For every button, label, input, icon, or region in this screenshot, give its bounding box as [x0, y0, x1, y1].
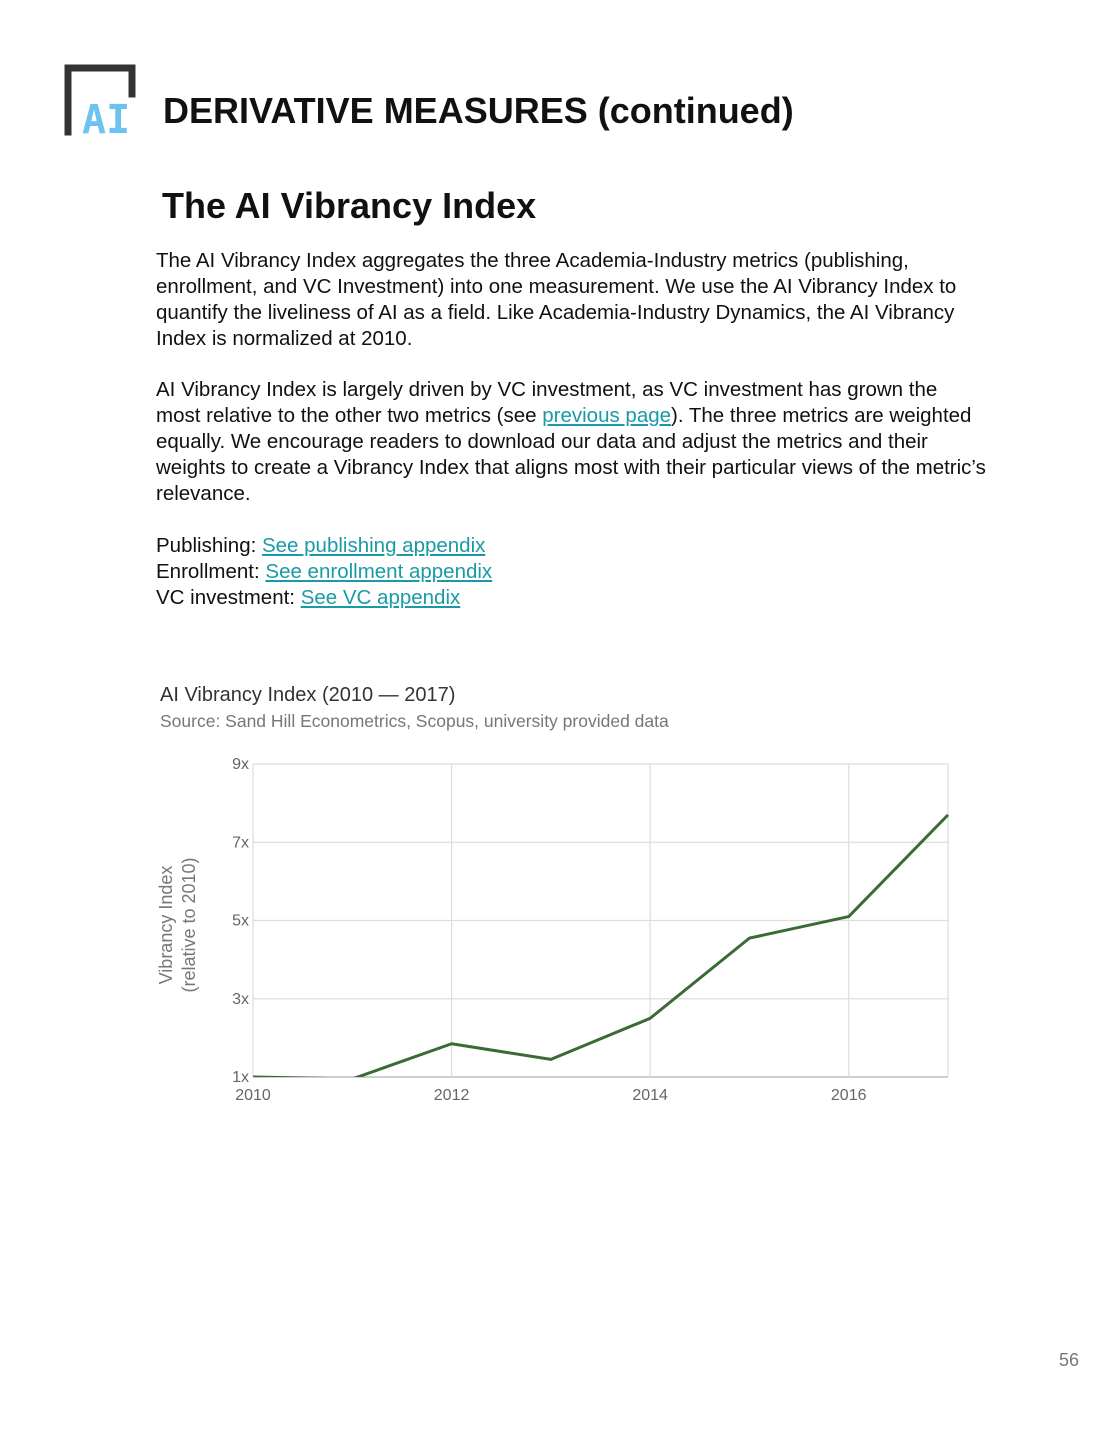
y-tick-label: 9x [232, 756, 249, 773]
vc-appendix-link[interactable]: See VC appendix [300, 586, 461, 609]
logo-lettering: AI [82, 97, 131, 136]
chart-series [253, 815, 948, 1079]
vibrancy-index-line [253, 815, 948, 1079]
chart-source: Source: Sand Hill Econometrics, Scopus, university provided data [160, 711, 669, 731]
y-tick-label: 1x [232, 1069, 249, 1086]
enrollment-appendix-link[interactable]: See enrollment appendix [265, 560, 493, 583]
page-number: 56 [1059, 1350, 1080, 1370]
publishing-reference [156, 533, 986, 559]
y-tick-label: 3x [232, 990, 249, 1008]
page-header-title: DERIVATIVE MEASURES (continued) [163, 90, 794, 131]
y-axis-label-line1: Vibrancy Index [156, 865, 176, 985]
publishing-label: Publishing: [156, 534, 262, 557]
weighting-paragraph [156, 377, 986, 507]
publishing-appendix-link[interactable]: See publishing appendix [261, 534, 486, 557]
chart-gridlines [253, 764, 948, 1077]
appendix-references [156, 533, 986, 611]
x-tick-label: 2010 [235, 1087, 271, 1104]
previous-page-link[interactable]: previous page [542, 404, 672, 427]
y-tick-label: 5x [232, 912, 249, 930]
y-tick-label: 7x [232, 834, 249, 852]
y-axis-label-line2: (relative to 2010) [179, 857, 199, 993]
ai-index-logo [64, 64, 144, 136]
vc-reference [156, 585, 986, 611]
enrollment-reference [156, 559, 986, 585]
x-tick-label: 2016 [830, 1087, 867, 1104]
x-tick-label: 2014 [632, 1087, 668, 1104]
vc-label: VC investment: [156, 586, 301, 609]
enrollment-label: Enrollment: [156, 560, 266, 583]
intro-paragraph: The AI Vibrancy Index aggregates the three Academia-Industry metrics (publishing, enrollment, and VC Investment) into one measurement. We use the AI Vibrancy Index to quantify the liveliness of AI as a field. Like Academia-Industry Dynamics, the AI Vibrancy Index is normalized at 2010. [156, 249, 957, 350]
section-title: The AI Vibrancy Index [162, 185, 537, 226]
weighting-text-start: AI Vibrancy Index is largely driven by VC investment, as VC investment has grown the most relative to the other two metrics (see [156, 378, 938, 427]
weighting-text-end: ). The three metrics are weighted equally. We encourage readers to download our data and adjust the metrics and their weights to create a Vibrancy Index that aligns most with their particular views of the metric’s relevance. [156, 404, 986, 505]
x-tick-label: 2012 [433, 1087, 470, 1104]
vibrancy-line-chart [140, 745, 970, 1115]
chart-title: AI Vibrancy Index (2010 — 2017) [160, 684, 456, 706]
chart-tick-labels [232, 756, 867, 1104]
